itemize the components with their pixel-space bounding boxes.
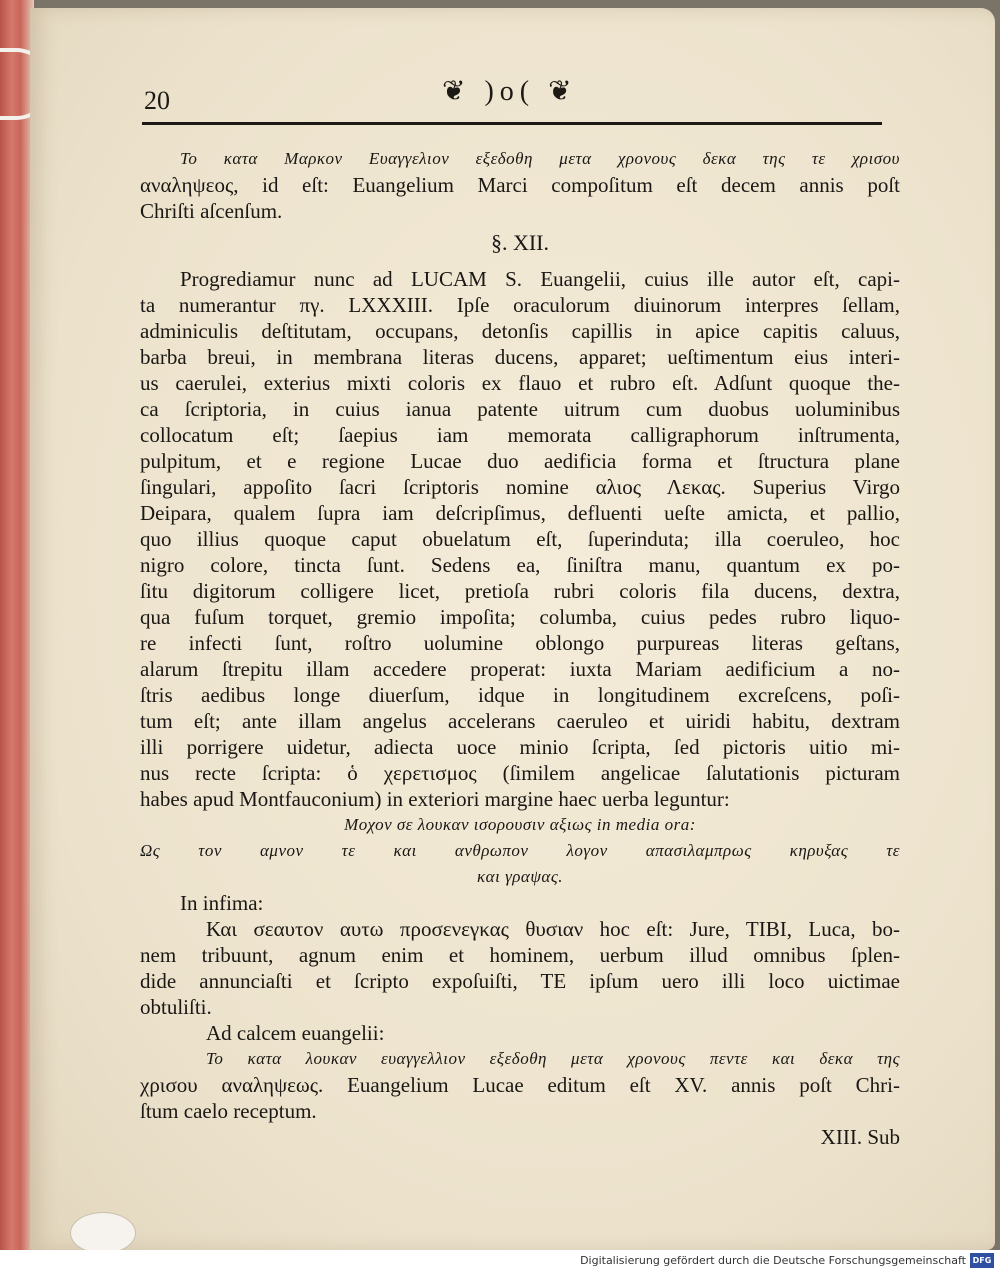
page-hole <box>70 1212 136 1254</box>
text-line: χρισου αναληψεως. Euangelium Lucae editum eſt XV. annis poſt Chri- <box>140 1073 900 1097</box>
text-line: ſtum caelo receptum. <box>140 1099 317 1123</box>
header-ornament: ❦ )o( ❦ <box>442 76 578 107</box>
section-heading-block <box>140 230 900 256</box>
text-line: Το κατα λουκαν ευαγγελλιον εξεδοθη μετα χρονους πεντε και δεκα της <box>206 1049 900 1068</box>
dfg-logo: DFG <box>970 1253 994 1268</box>
text-line: Μοχον σε λουκαν ισορουσιν αξιως in media ora: <box>344 815 696 834</box>
digitization-footer <box>0 1250 1000 1273</box>
text-line: adminiculis deſtitutam, occupans, detonſis capillis in apice capitis caluus, <box>140 319 900 343</box>
text-line: Deipara, qualem ſupra iam deſcripſimus, defluenti ueſte amicta, et pallio, <box>140 501 900 525</box>
text-line: illi porrigere uidetur, adiecta uoce minio ſcripta, ſed pictoris uitio mi- <box>140 735 900 759</box>
text-paragraph <box>140 1020 900 1124</box>
text-line: obtuliſti. <box>140 995 212 1019</box>
text-line: tum eſt; ante illam angelus accelerans caeruleo et uiridi habitu, dextram <box>140 709 900 733</box>
text-paragraph <box>140 266 900 812</box>
text-line: Και σεαυτον αυτω προσενεγκας θυσιαν hoc eſt: Jure, TIBI, Luca, bo- <box>206 917 900 941</box>
text-paragraph <box>140 812 900 890</box>
text-line: Ως τον αμνον τε και ανθρωπον λογον απασιλαμπρως κηρυξας τε <box>140 841 900 860</box>
text-line: habes apud Montfauconium) in exteriori margine haec uerba leguntur: <box>140 787 730 811</box>
book-edge <box>0 0 34 1250</box>
text-line: pulpitum, et e regione Lucae duo aedificia forma et ſtructura plane <box>140 449 900 473</box>
text-line: αναληψεος, id eſt: Euangelium Marci compoſitum eſt decem annis poſt <box>140 173 900 197</box>
section-heading: §. XII. <box>490 230 550 255</box>
text-line: nem tribuunt, agnum enim et hominem, uerbum illud omnibus ſplen- <box>140 943 900 967</box>
text-line: Progrediamur nunc ad LUCAM S. Euangelii, cuius ille autor eſt, capi- <box>180 267 900 291</box>
text-line: In infima: <box>180 891 264 915</box>
text-line: ſitu digitorum colligere licet, pretioſa rubri coloris fila ducens, dextra, <box>140 579 900 603</box>
text-line: alarum ſtrepitu illam accedere properat: iuxta Mariam aedificium a no- <box>140 657 900 681</box>
footer-credit: Digitalisierung gefördert durch die Deutsche Forschungsgemeinschaft <box>580 1254 966 1267</box>
text-line: και γραψας. <box>477 867 563 886</box>
text-line: qua fuſum torquet, gremio impoſita; columba, cuius pedes rubro liquo- <box>140 605 900 629</box>
text-line: Ad calcem euangelii: <box>206 1021 385 1045</box>
text-paragraph <box>140 146 900 224</box>
header-rule <box>142 122 882 125</box>
text-line: collocatum eſt; ſaepius iam memorata calligraphorum inſtrumenta, <box>140 423 900 447</box>
text-line: ta numerantur πγ. LXXXIII. Ipſe oraculorum diuinorum interpres ſellam, <box>140 293 900 317</box>
text-line: XIII. Sub <box>820 1125 900 1149</box>
page-number: 20 <box>144 86 170 115</box>
text-paragraph <box>140 1124 900 1150</box>
text-line: re infecti ſunt, roſtro uolumine oblongo purpureas literas geſtans, <box>140 631 900 655</box>
text-line: Το κατα Μαρκον Ευαγγελιον εξεδοθη μετα χρονους δεκα της τε χρισου <box>180 149 900 168</box>
text-line: quo illius quoque caput obuelatum eſt, ſuperinduta; illa coeruleo, hoc <box>140 527 900 551</box>
text-paragraph <box>140 890 900 1020</box>
text-line: ſtris aedibus longe diuerſum, idque in longitudinem excreſcens, poſi- <box>140 683 900 707</box>
text-line: ſingulari, appoſito ſacri ſcriptoris nomine αλιος Λεκας. Superius Virgo <box>140 475 900 499</box>
text-line: us caerulei, exterius mixti coloris ex flauo et rubro eſt. Adſunt quoque the- <box>140 371 900 395</box>
text-line: nus recte ſcripta: ὁ χερετισμος (ſimilem angelicae ſalutationis picturam <box>140 761 900 785</box>
text-line: nigro colore, tincta ſunt. Sedens ea, ſiniſtra manu, quantum ex po- <box>140 553 900 577</box>
page-text <box>140 146 900 1150</box>
text-line: barba breui, in membrana literas ducens, apparet; ueſtimentum eius interi- <box>140 345 900 369</box>
text-line: dide annunciaſti et ſcripto expoſuiſti, TE ipſum uero illi loco uictimae <box>140 969 900 993</box>
text-line: ca ſcriptoria, in cuius ianua patente uitrum cum duobus uoluminibus <box>140 397 900 421</box>
text-line: Chriſti aſcenſum. <box>140 199 283 223</box>
